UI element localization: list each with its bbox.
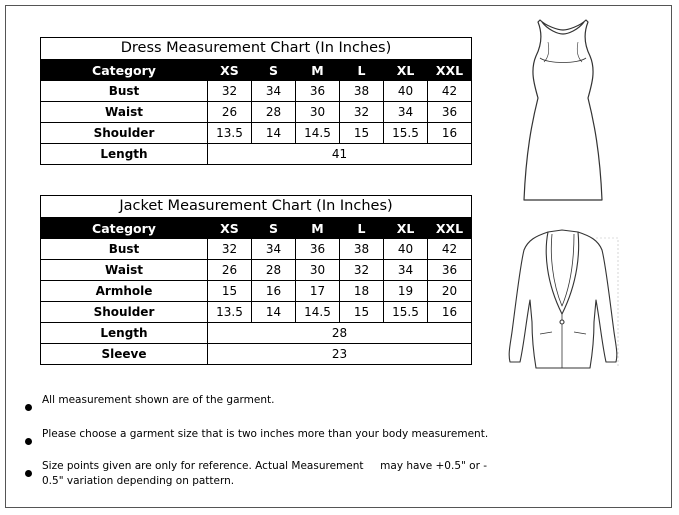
table-cell: 16 <box>428 302 472 323</box>
note-text: Size points given are only for reference. Actual Measurement may have +0.5" or - 0.5" variation depending on pattern. <box>42 460 491 487</box>
table-cell: 36 <box>296 81 340 102</box>
table-row <box>41 81 472 102</box>
table-cell: 42 <box>428 81 472 102</box>
table-cell: 15.5 <box>384 123 428 144</box>
table-cell: 40 <box>384 239 428 260</box>
header-category: Category <box>41 60 208 81</box>
table-header-row <box>41 218 472 239</box>
row-label: Shoulder <box>41 302 208 323</box>
table-cell: 14 <box>252 123 296 144</box>
table-row <box>41 302 472 323</box>
table-cell: 30 <box>296 102 340 123</box>
table-cell: 20 <box>428 281 472 302</box>
table-cell: 32 <box>208 81 252 102</box>
table-row <box>41 102 472 123</box>
table-cell: 14 <box>252 302 296 323</box>
row-label: Sleeve <box>41 344 208 365</box>
table-cell: 19 <box>384 281 428 302</box>
note-text: All measurement shown are of the garment. <box>42 394 275 406</box>
table-cell: 36 <box>428 102 472 123</box>
bullet-icon <box>25 470 32 477</box>
table-cell: 36 <box>428 260 472 281</box>
header-size: L <box>340 218 384 239</box>
table-cell: 32 <box>340 102 384 123</box>
table-cell-merged: 28 <box>208 323 472 344</box>
table-cell: 16 <box>428 123 472 144</box>
table-cell: 40 <box>384 81 428 102</box>
row-label: Length <box>41 144 208 165</box>
table-cell: 28 <box>252 260 296 281</box>
header-size: S <box>252 218 296 239</box>
table-cell: 15.5 <box>384 302 428 323</box>
table-header-row <box>41 60 472 81</box>
table-row <box>41 323 472 344</box>
table-cell: 30 <box>296 260 340 281</box>
row-label: Length <box>41 323 208 344</box>
header-size: L <box>340 60 384 81</box>
table-cell: 34 <box>252 81 296 102</box>
table-cell: 26 <box>208 102 252 123</box>
row-label: Bust <box>41 81 208 102</box>
row-label: Waist <box>41 102 208 123</box>
table-cell: 32 <box>208 239 252 260</box>
table-row <box>41 260 472 281</box>
dress-chart-title: Dress Measurement Chart (In Inches) <box>40 37 472 59</box>
header-size: S <box>252 60 296 81</box>
table-cell: 17 <box>296 281 340 302</box>
table-row <box>41 239 472 260</box>
note-text: Please choose a garment size that is two inches more than your body measurement. <box>42 428 489 440</box>
jacket-measurement-table <box>40 195 472 365</box>
dress-illustration <box>518 12 608 207</box>
table-cell: 15 <box>340 123 384 144</box>
row-label: Waist <box>41 260 208 281</box>
bullet-icon <box>25 438 32 445</box>
row-label: Armhole <box>41 281 208 302</box>
table-cell: 36 <box>296 239 340 260</box>
table-cell: 26 <box>208 260 252 281</box>
jacket-illustration <box>500 222 625 372</box>
table-cell-merged: 23 <box>208 344 472 365</box>
header-size: XL <box>384 218 428 239</box>
row-label: Shoulder <box>41 123 208 144</box>
table-row <box>41 123 472 144</box>
header-size: XS <box>208 218 252 239</box>
dress-icon <box>518 12 608 207</box>
table-cell: 34 <box>384 260 428 281</box>
table-cell: 28 <box>252 102 296 123</box>
header-size: XS <box>208 60 252 81</box>
table-cell-merged: 41 <box>208 144 472 165</box>
table-row <box>41 344 472 365</box>
header-size: XXL <box>428 218 472 239</box>
table-cell: 38 <box>340 239 384 260</box>
jacket-chart-title: Jacket Measurement Chart (In Inches) <box>40 195 472 217</box>
table-cell: 14.5 <box>296 123 340 144</box>
header-size: M <box>296 60 340 81</box>
header-size: XL <box>384 60 428 81</box>
header-category: Category <box>41 218 208 239</box>
table-cell: 38 <box>340 81 384 102</box>
table-cell: 15 <box>208 281 252 302</box>
table-row <box>41 144 472 165</box>
table-cell: 13.5 <box>208 123 252 144</box>
table-cell: 34 <box>252 239 296 260</box>
row-label: Bust <box>41 239 208 260</box>
table-row <box>41 281 472 302</box>
dress-measurement-table <box>40 37 472 165</box>
table-cell: 32 <box>340 260 384 281</box>
header-size: XXL <box>428 60 472 81</box>
jacket-icon <box>500 222 625 372</box>
table-cell: 18 <box>340 281 384 302</box>
table-cell: 16 <box>252 281 296 302</box>
table-cell: 13.5 <box>208 302 252 323</box>
table-cell: 42 <box>428 239 472 260</box>
table-cell: 15 <box>340 302 384 323</box>
table-cell: 34 <box>384 102 428 123</box>
table-cell: 14.5 <box>296 302 340 323</box>
header-size: M <box>296 218 340 239</box>
bullet-icon <box>25 404 32 411</box>
